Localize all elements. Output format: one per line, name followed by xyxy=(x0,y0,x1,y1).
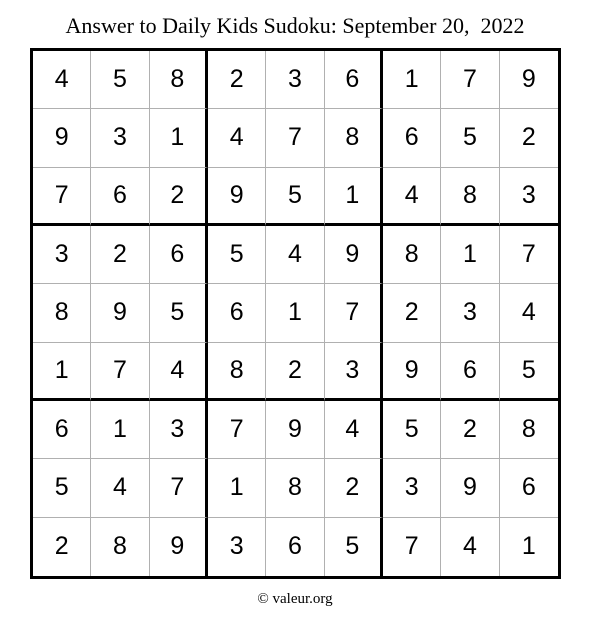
sudoku-cell-r3-c1: 7 xyxy=(33,168,91,226)
sudoku-cell-r2-c8: 5 xyxy=(441,109,499,167)
sudoku-cell-r9-c7: 7 xyxy=(383,518,441,576)
sudoku-cell-r7-c7: 5 xyxy=(383,401,441,459)
sudoku-cell-r5-c1: 8 xyxy=(33,284,91,342)
sudoku-cell-r3-c2: 6 xyxy=(91,168,149,226)
sudoku-cell-r8-c5: 8 xyxy=(266,459,324,517)
sudoku-cell-r3-c4: 9 xyxy=(208,168,266,226)
sudoku-cell-r4-c9: 7 xyxy=(500,226,558,284)
sudoku-cell-r4-c1: 3 xyxy=(33,226,91,284)
sudoku-cell-r4-c7: 8 xyxy=(383,226,441,284)
sudoku-cell-r6-c3: 4 xyxy=(150,343,208,401)
sudoku-cell-r4-c2: 2 xyxy=(91,226,149,284)
sudoku-cell-r6-c4: 8 xyxy=(208,343,266,401)
sudoku-board xyxy=(30,48,561,579)
sudoku-cell-r1-c3: 8 xyxy=(150,51,208,109)
sudoku-cell-r5-c9: 4 xyxy=(500,284,558,342)
sudoku-cell-r6-c7: 9 xyxy=(383,343,441,401)
sudoku-cell-r5-c8: 3 xyxy=(441,284,499,342)
sudoku-cell-r8-c4: 1 xyxy=(208,459,266,517)
sudoku-cell-r4-c6: 9 xyxy=(325,226,383,284)
sudoku-cell-r2-c4: 4 xyxy=(208,109,266,167)
sudoku-cell-r1-c8: 7 xyxy=(441,51,499,109)
sudoku-cell-r2-c2: 3 xyxy=(91,109,149,167)
sudoku-cell-r4-c8: 1 xyxy=(441,226,499,284)
sudoku-cell-r4-c5: 4 xyxy=(266,226,324,284)
sudoku-cell-r5-c7: 2 xyxy=(383,284,441,342)
sudoku-cell-r1-c9: 9 xyxy=(500,51,558,109)
sudoku-cell-r5-c2: 9 xyxy=(91,284,149,342)
sudoku-cell-r8-c9: 6 xyxy=(500,459,558,517)
sudoku-cell-r1-c4: 2 xyxy=(208,51,266,109)
sudoku-cell-r9-c8: 4 xyxy=(441,518,499,576)
sudoku-cell-r6-c1: 1 xyxy=(33,343,91,401)
sudoku-cell-r3-c8: 8 xyxy=(441,168,499,226)
sudoku-cell-r2-c1: 9 xyxy=(33,109,91,167)
sudoku-cell-r6-c5: 2 xyxy=(266,343,324,401)
sudoku-cell-r9-c5: 6 xyxy=(266,518,324,576)
sudoku-cell-r5-c5: 1 xyxy=(266,284,324,342)
sudoku-cell-r7-c4: 7 xyxy=(208,401,266,459)
sudoku-cell-r5-c6: 7 xyxy=(325,284,383,342)
sudoku-cell-r1-c2: 5 xyxy=(91,51,149,109)
sudoku-cell-r8-c1: 5 xyxy=(33,459,91,517)
sudoku-cell-r8-c6: 2 xyxy=(325,459,383,517)
sudoku-cell-r6-c2: 7 xyxy=(91,343,149,401)
copyright-footer: © valeur.org xyxy=(257,591,333,607)
sudoku-cell-r9-c9: 1 xyxy=(521,532,536,561)
sudoku-cell-r6-c6: 3 xyxy=(325,343,383,401)
sudoku-cell-r6-c9: 5 xyxy=(500,343,558,401)
sudoku-cell-r3-c7: 4 xyxy=(383,168,441,226)
sudoku-cell-r9-c2: 8 xyxy=(91,518,149,576)
sudoku-cell-r7-c8: 2 xyxy=(441,401,499,459)
sudoku-cell-r2-c5: 7 xyxy=(266,109,324,167)
sudoku-cell-r7-c2: 1 xyxy=(91,401,149,459)
sudoku-cell-r2-c3: 1 xyxy=(150,109,208,167)
sudoku-cell-r5-c4: 6 xyxy=(208,284,266,342)
sudoku-cell-r4-c3: 6 xyxy=(150,226,208,284)
sudoku-cell-r9-c4: 3 xyxy=(208,518,266,576)
sudoku-cell-r8-c2: 4 xyxy=(91,459,149,517)
sudoku-cell-r8-c8: 9 xyxy=(441,459,499,517)
sudoku-cell-r8-c7: 3 xyxy=(383,459,441,517)
sudoku-cell-r7-c6: 4 xyxy=(325,401,383,459)
sudoku-cell-r1-c1: 4 xyxy=(33,51,91,109)
sudoku-cell-r3-c9: 3 xyxy=(500,168,558,226)
sudoku-cell-r8-c3: 7 xyxy=(150,459,208,517)
sudoku-cell-r9-c6: 5 xyxy=(325,518,383,576)
sudoku-cell-r2-c6: 8 xyxy=(325,109,383,167)
sudoku-cell-r1-c7: 1 xyxy=(383,51,441,109)
sudoku-cell-r3-c6: 1 xyxy=(325,168,383,226)
sudoku-cell-r7-c3: 3 xyxy=(150,401,208,459)
page-title: Answer to Daily Kids Sudoku: September 20, 2022 xyxy=(65,13,525,38)
sudoku-cell-r9-c3: 9 xyxy=(150,518,208,576)
sudoku-cell-r2-c9: 2 xyxy=(500,109,558,167)
sudoku-cell-r7-c5: 9 xyxy=(266,401,324,459)
sudoku-cell-r6-c8: 6 xyxy=(441,343,499,401)
sudoku-cell-r5-c3: 5 xyxy=(150,284,208,342)
sudoku-cell-r1-c6: 6 xyxy=(325,51,383,109)
sudoku-cell-r3-c3: 2 xyxy=(150,168,208,226)
sudoku-cell-r3-c5: 5 xyxy=(266,168,324,226)
sudoku-cell-r1-c5: 3 xyxy=(266,51,324,109)
sudoku-cell-r7-c9: 8 xyxy=(500,401,558,459)
sudoku-cell-r2-c7: 6 xyxy=(383,109,441,167)
sudoku-cell-r7-c1: 6 xyxy=(33,401,91,459)
sudoku-cell-r4-c4: 5 xyxy=(208,226,266,284)
sudoku-cell-r9-c1: 2 xyxy=(33,518,91,576)
